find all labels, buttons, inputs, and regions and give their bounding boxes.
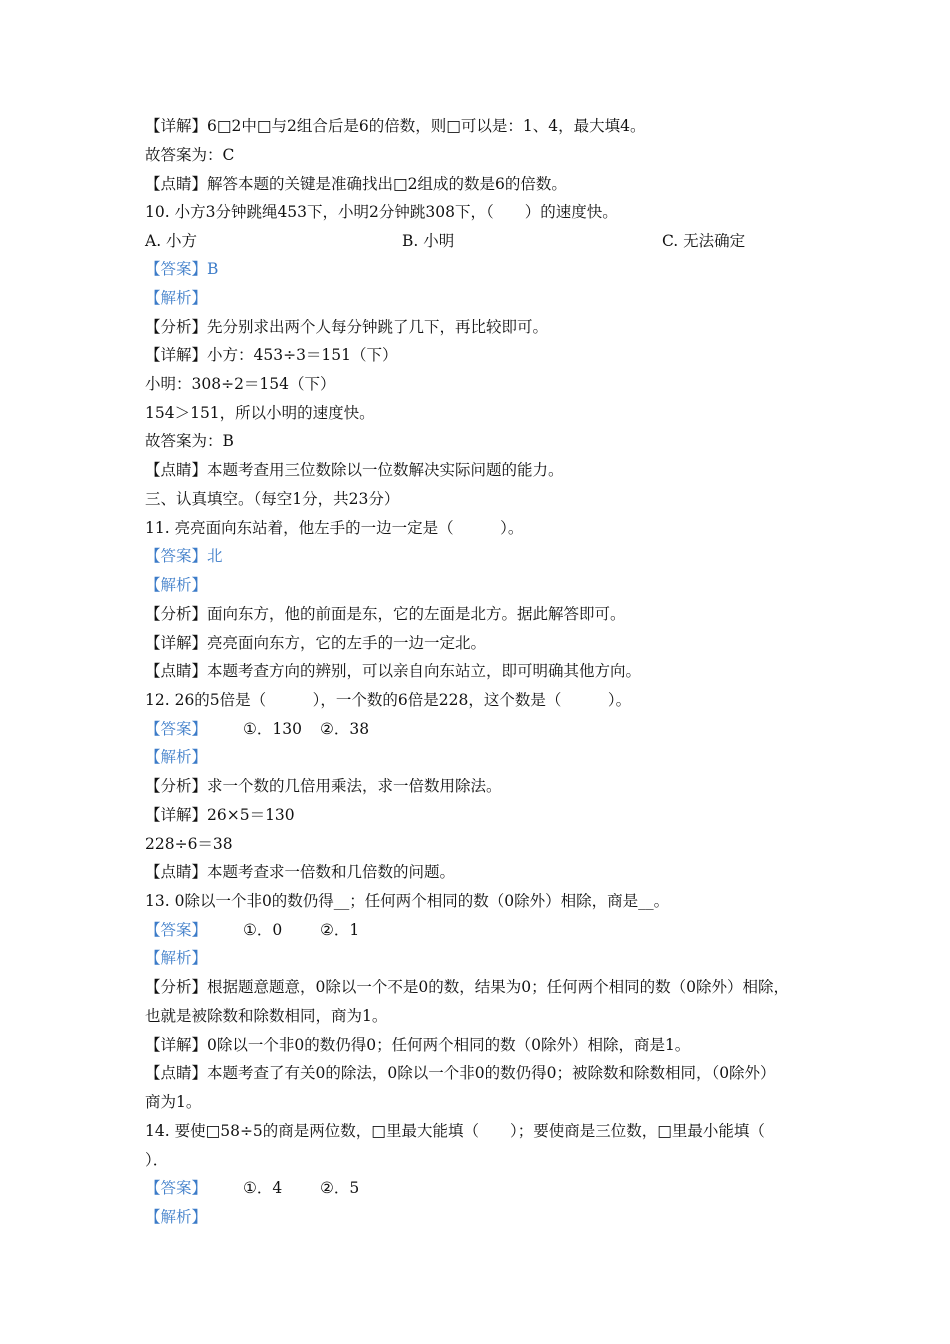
q12-question: 12. 26的5倍是（ ），一个数的6倍是228，这个数是（ ）。 — [145, 691, 632, 709]
answer-label: 【答案】 — [145, 720, 208, 738]
q14-answer-2: ②．5 — [320, 1179, 360, 1197]
q10-answer: 【答案】B — [145, 260, 219, 278]
q12-note: 【点睛】本题考查求一倍数和几倍数的问题。 — [145, 863, 456, 881]
q11-detail: 【详解】亮亮面向东方，它的左手的一边一定北。 — [145, 634, 487, 652]
q11-answer: 【答案】北 — [145, 547, 223, 565]
q14-question-2: ）． — [145, 1151, 169, 1169]
q11-analysis: 【分析】面向东方，他的前面是东，它的左面是北方。据此解答即可。 — [145, 605, 626, 623]
q10-option-b: B. 小明 — [402, 232, 455, 250]
q10-analysis: 【分析】先分别求出两个人每分钟跳了几下，再比较即可。 — [145, 318, 549, 336]
q13-analysis-2: 也就是被除数和除数相同，商为1。 — [145, 1007, 388, 1025]
q10-detail-3: 154＞151，所以小明的速度快。 — [145, 404, 375, 422]
q11-question: 11. 亮亮面向东站着，他左手的一边一定是（ ）。 — [145, 519, 524, 537]
q11-analysis-heading: 【解析】 — [145, 576, 208, 594]
answer-label: 【答案】 — [145, 1179, 208, 1197]
q13-note: 【点睛】本题考查了有关0的除法，0除以一个非0的数仍得0；被除数和除数相同，（0除外） — [145, 1064, 776, 1082]
q9-conclusion: 故答案为：C — [145, 146, 235, 164]
q14-question: 14. 要使□58÷5的商是两位数，□里最大能填（ ）；要使商是三位数，□里最小能填（ — [145, 1122, 765, 1140]
q12-detail-2: 228÷6＝38 — [145, 835, 233, 853]
q12-answer — [145, 718, 370, 740]
q10-detail-2: 小明：308÷2＝154（下） — [145, 375, 336, 393]
q12-analysis: 【分析】求一个数的几倍用乘法，求一倍数用除法。 — [145, 777, 502, 795]
q13-analysis-heading: 【解析】 — [145, 949, 208, 967]
q12-detail: 【详解】26×5＝130 — [145, 806, 295, 824]
q13-question: 13. 0除以一个非0的数仍得__；任何两个相同的数（0除外）相除，商是__。 — [145, 892, 670, 910]
q12-analysis-heading: 【解析】 — [145, 748, 208, 766]
answer-label: 【答案】 — [145, 921, 208, 939]
q13-answer — [145, 919, 360, 941]
q12-answer-2: ②．38 — [320, 720, 370, 738]
q9-note: 【点睛】解答本题的关键是准确找出□2组成的数是6的倍数。 — [145, 175, 567, 193]
q13-answer-1: ①．0 — [243, 921, 283, 939]
q11-note: 【点睛】本题考查方向的辨别，可以亲自向东站立，即可明确其他方向。 — [145, 662, 642, 680]
q9-detail: 【详解】6□2中□与2组合后是6的倍数，则□可以是：1、4，最大填4。 — [145, 117, 646, 135]
q14-analysis-heading: 【解析】 — [145, 1208, 208, 1226]
q10-question: 10. 小方3分钟跳绳453下，小明2分钟跳308下，（ ）的速度快。 — [145, 203, 618, 221]
q13-note-2: 商为1。 — [145, 1093, 202, 1111]
q10-option-c: C. 无法确定 — [662, 232, 746, 250]
q10-detail: 【详解】小方：453÷3＝151（下） — [145, 346, 398, 364]
q10-note: 【点睛】本题考查用三位数除以一位数解决实际问题的能力。 — [145, 461, 564, 479]
q14-answer — [145, 1177, 360, 1199]
q14-answer-1: ①．4 — [243, 1179, 283, 1197]
q10-conclusion: 故答案为：B — [145, 432, 234, 450]
q10-option-a: A. 小方 — [145, 232, 198, 250]
section-heading: 三、认真填空。（每空1分，共23分） — [145, 490, 400, 508]
q12-answer-1: ①．130 — [243, 720, 302, 738]
q13-detail: 【详解】0除以一个非0的数仍得0；任何两个相同的数（0除外）相除，商是1。 — [145, 1036, 691, 1054]
q13-analysis: 【分析】根据题意题意，0除以一个不是0的数，结果为0；任何两个相同的数（0除外）相除， — [145, 978, 789, 996]
q10-analysis-heading: 【解析】 — [145, 289, 208, 307]
q13-answer-2: ②．1 — [320, 921, 360, 939]
